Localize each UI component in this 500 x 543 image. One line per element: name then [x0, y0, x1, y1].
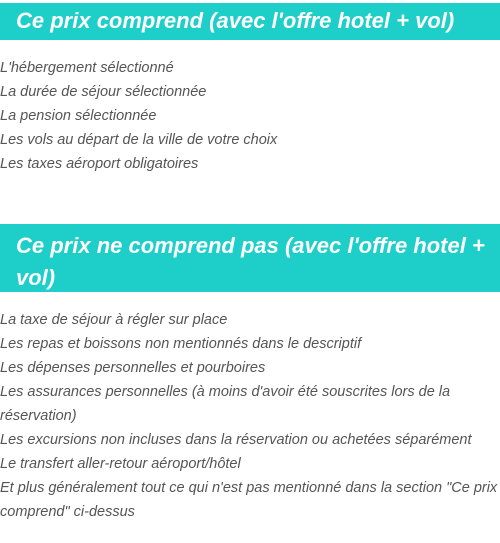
- list-item: L'hébergement sélectionné: [0, 60, 174, 76]
- list-item: Les vols au départ de la ville de votre choix: [0, 132, 278, 148]
- price-details: [0, 3, 500, 524]
- list-item: Les dépenses personnelles et pourboires: [0, 360, 266, 376]
- excludes-list: [0, 308, 500, 524]
- includes-list: [0, 56, 500, 176]
- list-item: La pension sélectionnée: [0, 108, 157, 124]
- includes-heading: Ce prix comprend (avec l'offre hotel + vol): [0, 3, 500, 40]
- list-item: Les repas et boissons non mentionnés dans le descriptif: [0, 336, 362, 352]
- list-item: Les excursions non incluses dans la réservation ou achetées séparément: [0, 432, 472, 448]
- list-item: Les taxes aéroport obligatoires: [0, 156, 199, 172]
- list-item: Les assurances personnelles (à moins d'avoir été souscrites lors de la réservation): [0, 384, 451, 424]
- list-item: Et plus généralement tout ce qui n'est pas mentionné dans la section "Ce prix comprend" ci-dessus: [0, 480, 498, 520]
- list-item: Le transfert aller-retour aéroport/hôtel: [0, 456, 241, 472]
- excludes-heading: Ce prix ne comprend pas (avec l'offre hotel + vol): [0, 224, 500, 292]
- list-item: La durée de séjour sélectionnée: [0, 84, 207, 100]
- list-item: La taxe de séjour à régler sur place: [0, 312, 228, 328]
